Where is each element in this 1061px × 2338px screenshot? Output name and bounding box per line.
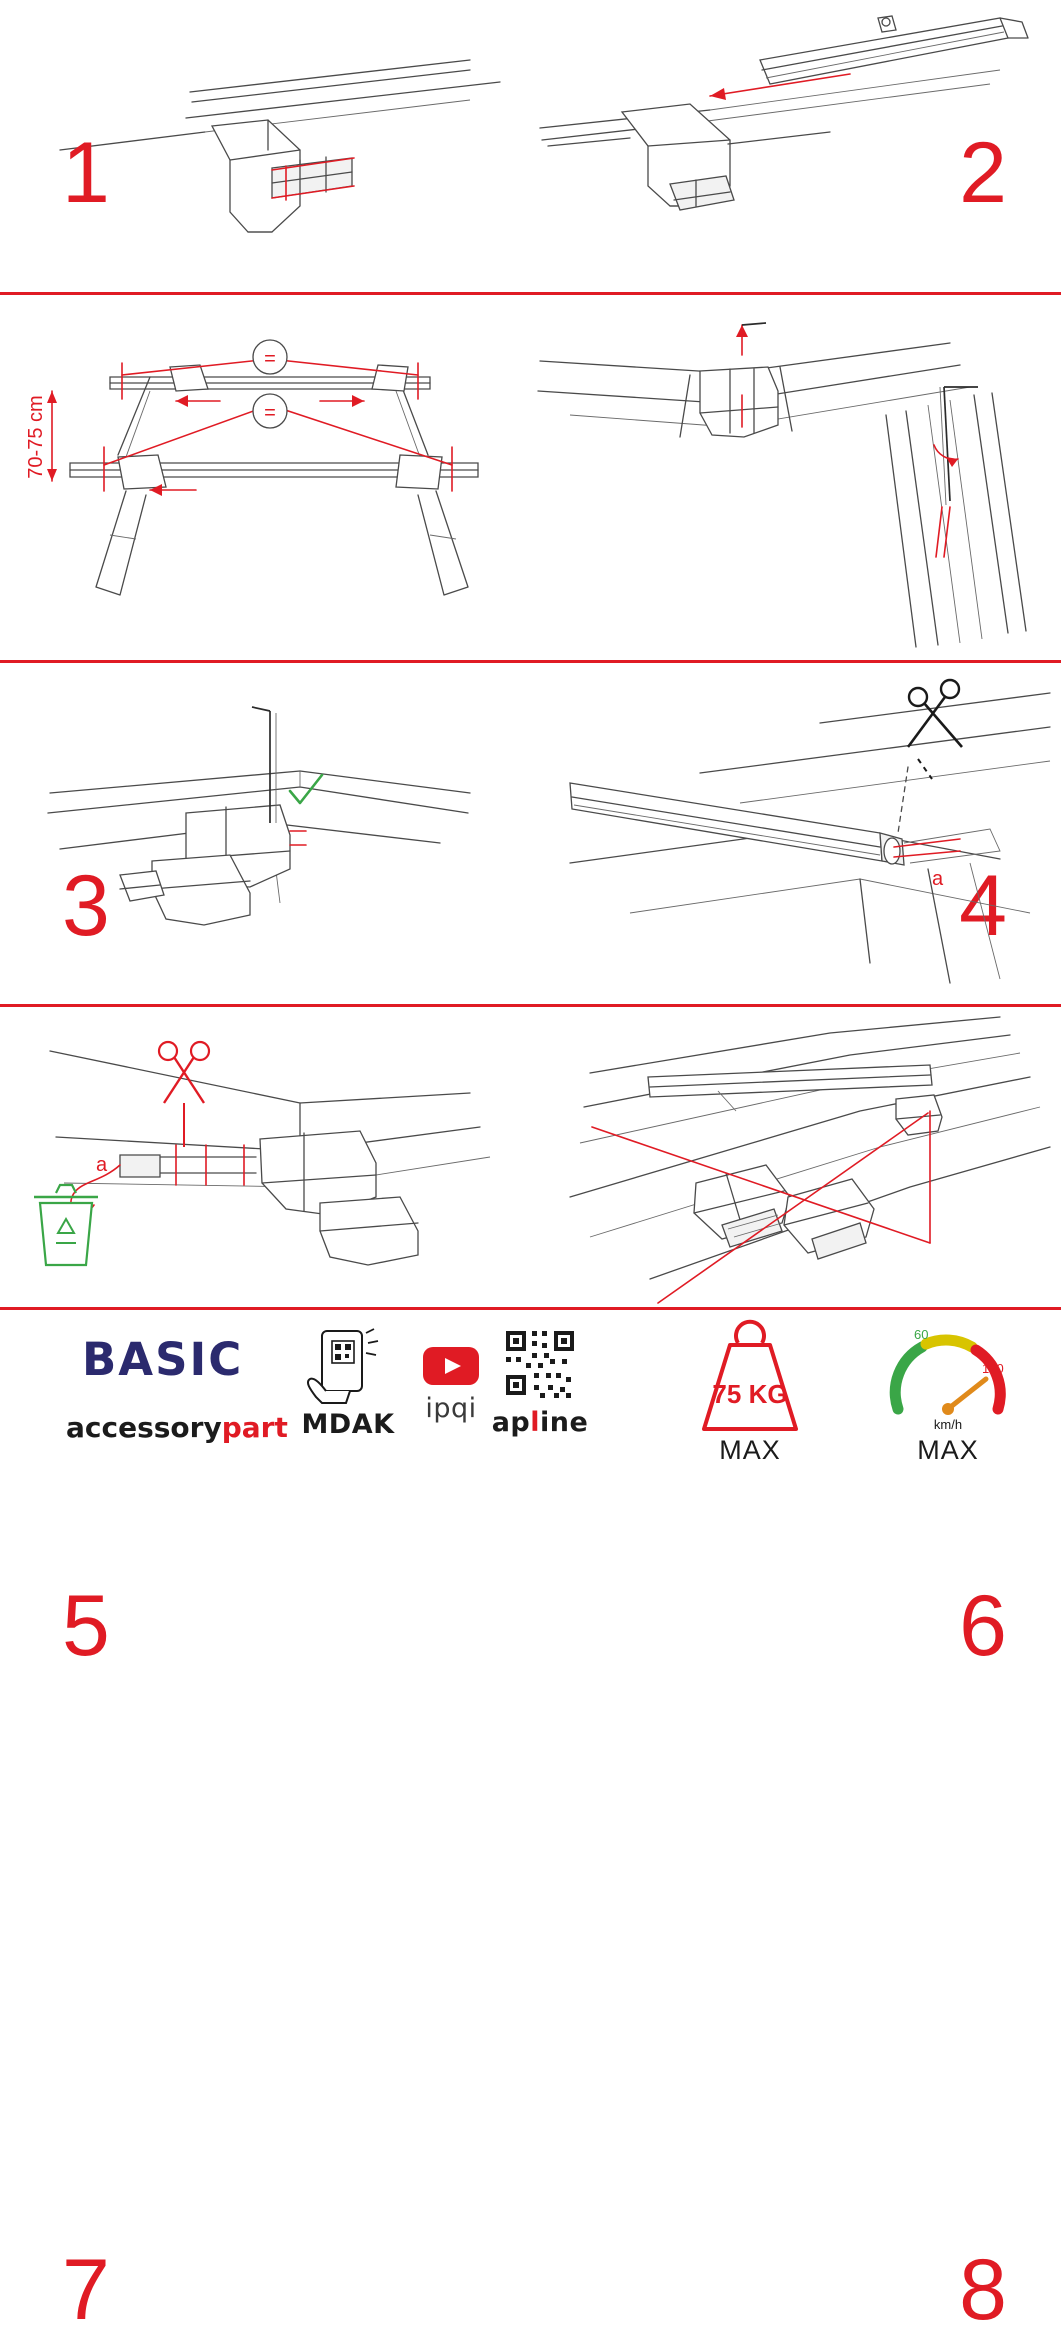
equal-mark-2: =: [264, 402, 276, 424]
brand-accessory-text: accessory: [66, 1411, 222, 1444]
step-panel-4: [530, 295, 1061, 954]
brand-basic-logo: BASIC: [82, 1333, 244, 1386]
step-7-illustration: [0, 1007, 530, 1307]
logo-apline-caption: apline: [491, 1407, 589, 1438]
speed-limit-block: [868, 1317, 1028, 1466]
speed-tick-120: 120: [982, 1361, 1004, 1376]
speed-tick-60: 60: [914, 1327, 929, 1342]
step-6-illustration: [530, 663, 1061, 1004]
logo-mdak-caption: MDAK: [301, 1409, 395, 1440]
marker-a-label-step6: a: [932, 868, 944, 890]
speedometer-icon: [882, 1317, 1014, 1435]
weight-icon: [686, 1317, 814, 1435]
step-8-illustration: [530, 1007, 1061, 1307]
dimension-label: 70-75 cm: [25, 395, 47, 479]
divider-rule-3: [0, 1004, 1061, 1007]
step-number-7: 7: [62, 2242, 108, 2338]
step-5-illustration: [0, 663, 530, 1004]
scissors-icon-step7: [159, 1042, 209, 1147]
logo-ipqi-caption: ipqi: [425, 1393, 477, 1424]
step-4-illustration: [530, 295, 1061, 660]
step-panel-3: [0, 295, 530, 954]
logo-apline: [480, 1325, 600, 1438]
footer-brand-bar: [0, 1307, 1061, 1500]
step-3-illustration: [0, 295, 530, 660]
hand-phone-qr-icon: [288, 1327, 398, 1405]
brand-accessorypart-logo: [66, 1411, 288, 1444]
load-limit-value: 75 KG: [712, 1379, 788, 1409]
qr-code-icon: [500, 1325, 580, 1403]
recycle-bin-icon: [34, 1185, 98, 1265]
step-panel-1: [0, 0, 530, 292]
speed-unit-label: km/h: [933, 1417, 963, 1432]
scissors-icon: [908, 680, 962, 779]
step-number-3: 3: [62, 858, 108, 954]
step-number-1: 1: [62, 125, 108, 221]
load-limit-block: [670, 1317, 830, 1466]
step-number-2: 2: [959, 125, 1005, 221]
divider-rule-2: [0, 660, 1061, 663]
speed-limit-label: MAX: [917, 1435, 979, 1465]
load-limit-label: MAX: [719, 1435, 781, 1465]
step-number-6: 6: [959, 1578, 1005, 1674]
step-panel-2: [530, 0, 1061, 292]
equal-mark-1: =: [264, 348, 276, 370]
step-number-8: 8: [959, 2242, 1005, 2338]
logo-mdak: [288, 1327, 408, 1440]
divider-rule-1: [0, 292, 1061, 295]
step-number-5: 5: [62, 1578, 108, 1674]
marker-a-label-step7: a: [96, 1154, 108, 1176]
step-number-4: 4: [959, 858, 1005, 954]
youtube-play-icon: [419, 1341, 483, 1389]
brand-part-text: part: [221, 1411, 288, 1444]
